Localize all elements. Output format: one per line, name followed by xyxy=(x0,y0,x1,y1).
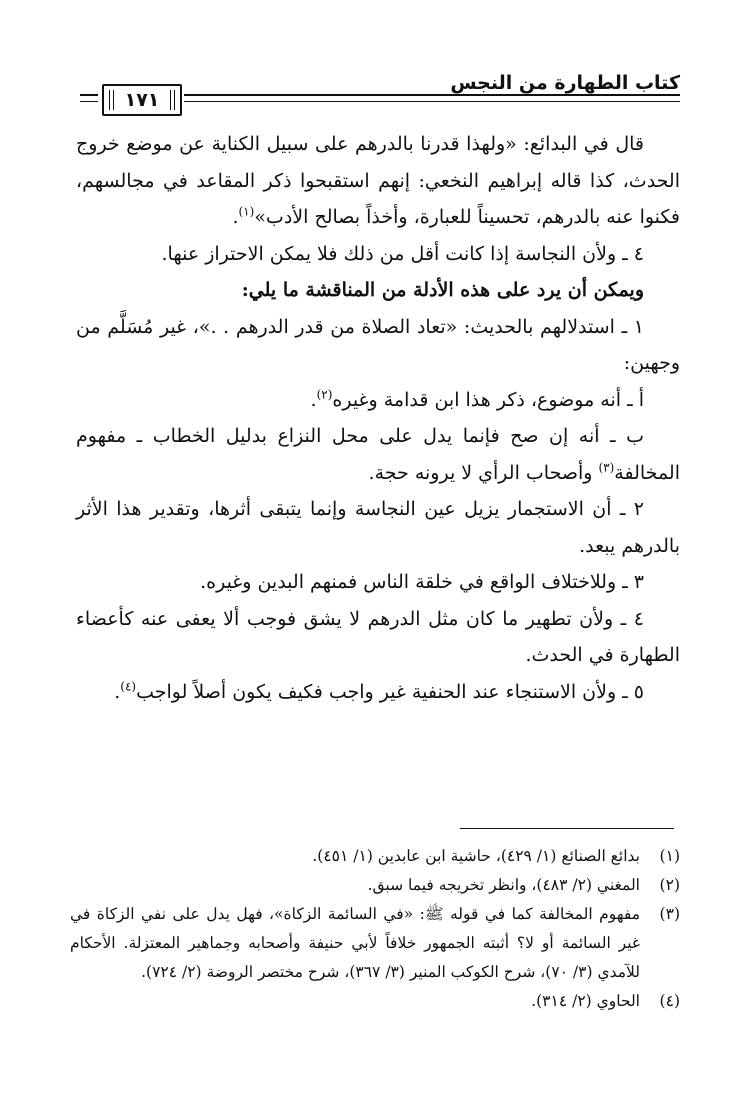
footnote-ref: (١) xyxy=(238,204,255,219)
paragraph-text: ب ـ أنه إن صح فإنما يدل على محل النزاع بدليل الخطاب ـ مفهوم المخالفة xyxy=(76,425,680,484)
footnote-text: الحاوي (٢/ ٣١٤). xyxy=(531,992,640,1010)
footnote-ref: (٤) xyxy=(120,679,137,694)
footnote-ref: (٣) xyxy=(598,460,615,475)
footnote-number: (٢) xyxy=(659,876,680,894)
paragraph-text: قال في البدائع: «ولهذا قدرنا بالدرهم على سبيل الكناية عن موضع خروج الحدث، كذا قاله إبراهيم النخعي: إنهم استقبحوا ذكر المقاعد في مجالسهم، فكنوا عنه بالدرهم، تحسيناً للعبارة، وأخذاً بصالح الأدب» xyxy=(76,133,680,228)
paragraph-end: . xyxy=(232,206,239,228)
header-rule-left xyxy=(80,94,98,102)
page-number-value: ١٧١ xyxy=(124,89,160,111)
footnote-separator xyxy=(460,828,674,829)
footnote-text: مفهوم المخالفة كما في قوله ﷺ: «في السائمة الزكاة»، فهل يدل على نفي الزكاة في غير السائمة أو لا؟ أثبته الجمهور خلافاً لأبي حنيفة وأصحابه وجماهير المعتزلة. الأحكام للآمدي (٣/ ٧٠)، شرح الكوكب المنير (٣/ ٣٦٧)، شرح مختصر الروضة (٢/ ٧٢٤). xyxy=(70,905,640,981)
argument-item-4: ٤ ـ ولأن النجاسة إذا كانت أقل من ذلك فلا يمكن الاحتراز عنها. xyxy=(161,242,644,265)
footnote-2 xyxy=(70,871,680,900)
running-title: كتاب الطهارة من النجس xyxy=(450,72,680,94)
paragraph-text: ٥ ـ ولأن الاستنجاء عند الحنفية غير واجب فكيف يكون أصلاً لواجب xyxy=(136,680,644,703)
paragraph-badaie-quote xyxy=(76,126,680,236)
rebuttal-point-b xyxy=(76,418,680,491)
rebuttal-item-3: ٣ ـ وللاختلاف الواقع في خلقة الناس فمنهم البدين وغيره. xyxy=(200,571,644,593)
footnote-1 xyxy=(70,842,680,871)
footnote-4 xyxy=(70,987,680,1016)
footnote-number: (١) xyxy=(659,847,680,865)
discussion-heading: ويمكن أن يرد على هذه الأدلة من المناقشة ما يلي: xyxy=(241,279,644,301)
paragraph-text: أ ـ أنه موضوع، ذكر هذا ابن قدامة وغيره xyxy=(332,388,644,411)
paragraph-end: . xyxy=(310,388,317,411)
page-number xyxy=(102,84,182,116)
rebuttal-item-2: ٢ ـ أن الاستجمار يزيل عين النجاسة وإنما يتبقى أثرها، وتقدير هذا الأثر بالدرهم يبعد. xyxy=(76,498,680,557)
rebuttal-item-4: ٤ ـ ولأن تطهير ما كان مثل الدرهم لا يشق فوجب ألا يعفى عنه كأعضاء الطهارة في الحدث. xyxy=(76,607,680,666)
rebuttal-point-a xyxy=(76,382,680,419)
footnote-text: بدائع الصنائع (١/ ٤٢٩)، حاشية ابن عابدين (١/ ٤٥١). xyxy=(312,847,640,865)
footnote-3 xyxy=(70,900,680,987)
header-rule-right xyxy=(184,94,680,102)
main-text xyxy=(76,126,680,710)
footnote-ref: (٢) xyxy=(316,387,333,402)
paragraph-text-continued: وأصحاب الرأي لا يرونه حجة. xyxy=(368,461,599,484)
rebuttal-item-5 xyxy=(76,674,680,711)
footnote-number: (٣) xyxy=(659,905,680,923)
rebuttal-item-1: ١ ـ استدلالهم بالحديث: «تعاد الصلاة من قدر الدرهم . .»، غير مُسَلَّم من وجهين: xyxy=(76,315,680,374)
page-header xyxy=(80,66,680,116)
paragraph-end: . xyxy=(114,680,121,703)
footnote-text: المغني (٢/ ٤٨٣)، وانظر تخريجه فيما سبق. xyxy=(367,876,640,894)
footnotes xyxy=(70,842,680,1016)
footnote-number: (٤) xyxy=(659,992,680,1010)
